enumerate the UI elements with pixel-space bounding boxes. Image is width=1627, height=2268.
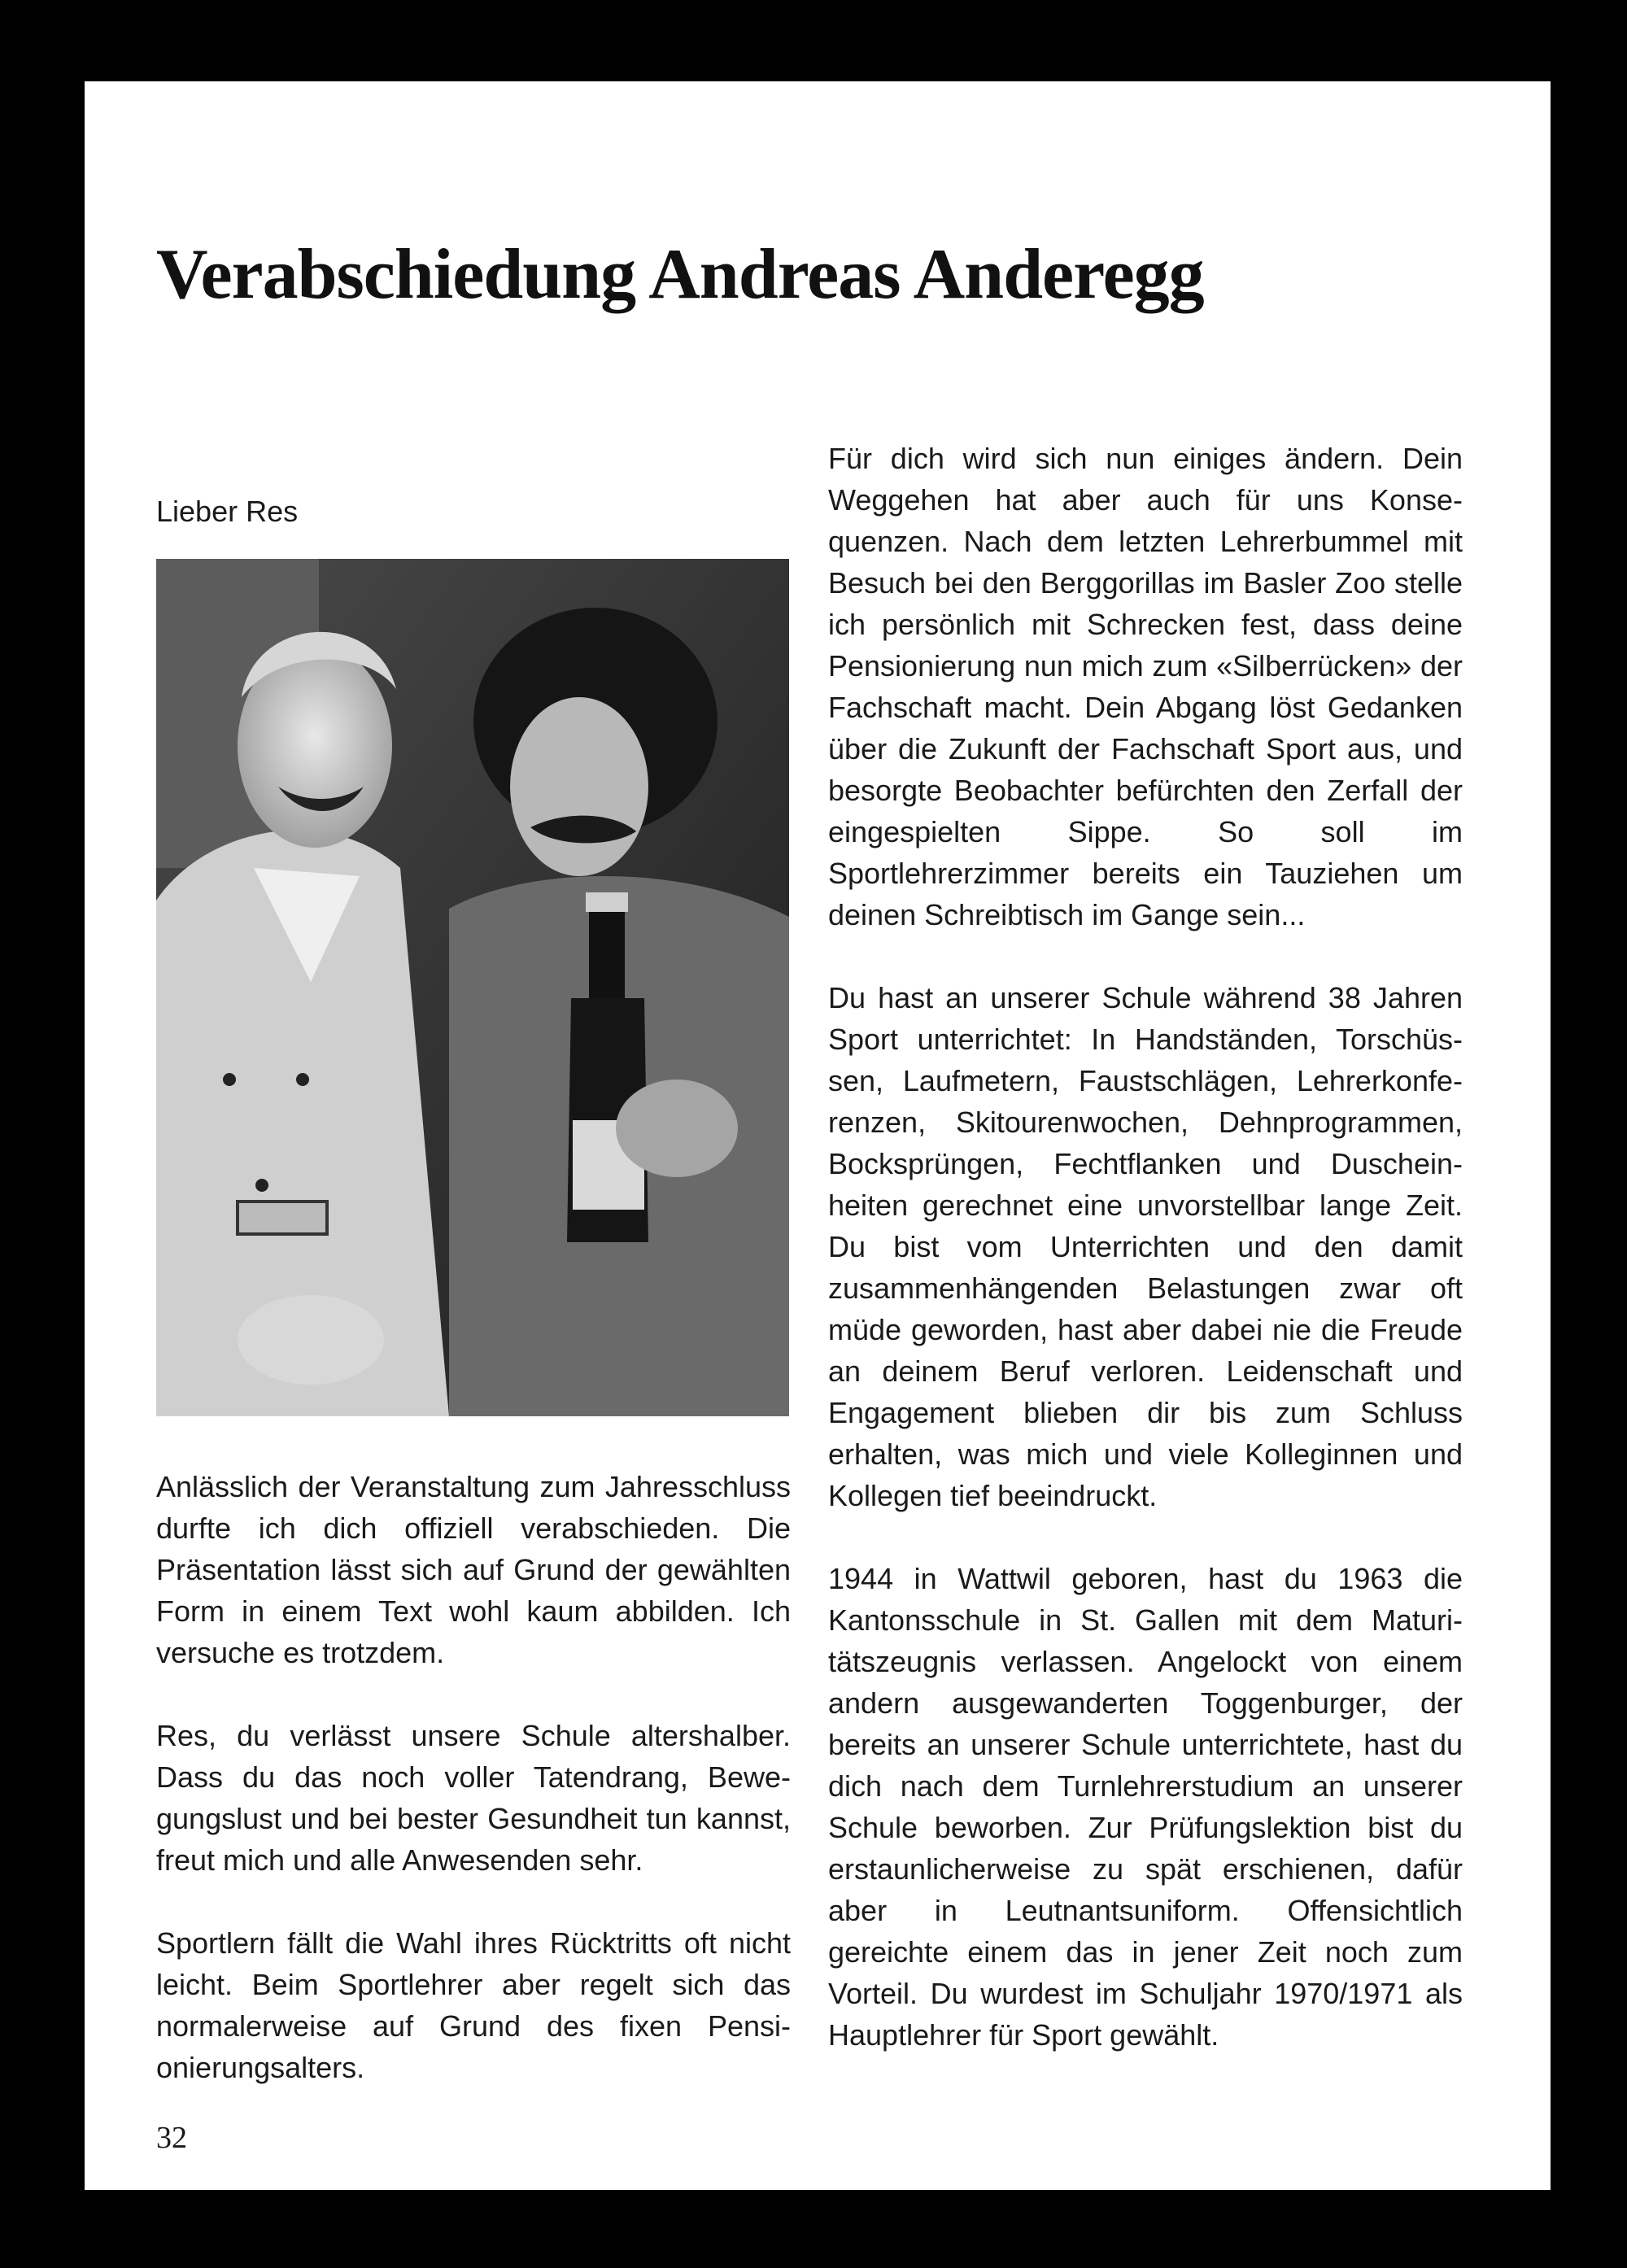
right-column (828, 438, 1463, 2056)
page (85, 81, 1551, 2190)
salutation: Lieber Res (156, 495, 299, 528)
left-column (156, 1466, 791, 2088)
paragraph: Sportlern fällt die Wahl ihres Rücktritts oft nicht leicht. Beim Sportlehrer aber regelt sich das normalerweise auf Grund des fixen Pensionierungsalters. (156, 1926, 791, 2084)
article-title: Verabschiedung Andreas Anderegg (156, 235, 1204, 314)
paragraph: Anlässlich der Veranstaltung zum Jahresschluss durfte ich dich offiziell verabschieden. Die Präsentation lässt sich auf Grund der gewählten Form in einem Text wohl kaum abbilden. Ich versuche es trotzdem. (156, 1470, 791, 1669)
paragraph: 1944 in Wattwil geboren, hast du 1963 die Kantonsschule in St. Gallen mit dem Maturitätszeugnis verlassen. Angelockt von einem andern ausgewanderten Toggenburger, der bereits an unserer Schule unterrichtete, hast du dich nach dem Turnlehrerstudium an unserer Schule beworben. Zur Prüfungslektion bist du erstaunlicherweise zu spät erschienen, dafür aber in Leutnantsuniform. Offensichtlich gereichte einem das in jener Zeit noch zum Vorteil. Du wurdest im Schuljahr 1970/1971 als Hauptlehrer für Sport gewählt. (828, 1562, 1463, 2052)
paragraph: Res, du verlässt unsere Schule altershalber. Dass du das noch voller Tatendrang, Bewegungslust und bei bester Gesundheit tun kannst, freut mich und alle Anwesenden sehr. (156, 1719, 791, 1877)
photo-two-men-icon (156, 559, 789, 1416)
page-number: 32 (156, 2121, 187, 2155)
photo (156, 559, 789, 1416)
paragraph: Für dich wird sich nun einiges ändern. Dein Weggehen hat aber auch für uns Konsequenzen. Nach dem letzten Lehrerbummel mit Besuch bei den Berggorillas im Basler Zoo stelle ich persönlich mit Schrecken fest, dass deine Pensionierung nun mich zum «Silberrücken» der Fachschaft macht. Dein Abgang löst Gedanken über die Zukunft der Fachschaft Sport aus, und besorgte Beobachter befürchten den Zerfall der eingespielten Sippe. So soll im Sportlehrerzimmer bereits ein Tauziehen um deinen Schreibtisch im Gange sein... (828, 442, 1463, 931)
paragraph: Du hast an unserer Schule während 38 Jahren Sport unterrichtet: In Handständen, Torschüssen, Laufmetern, Faustschlägen, Lehrerkonferenzen, Skitourenwochen, Dehnprogrammen, Bocksprüngen, Fechtflanken und Duscheinheiten gerechnet eine unvorstellbar lange Zeit. Du bist vom Unterrichten und den damit zusammenhängenden Belastungen zwar oft müde geworden, hast aber dabei nie die Freude an deinem Beruf verloren. Leidenschaft und Engagement blieben dir bis zum Schluss erhalten, was mich und viele Kolleginnen und Kollegen tief beeindruckt. (828, 981, 1463, 1512)
